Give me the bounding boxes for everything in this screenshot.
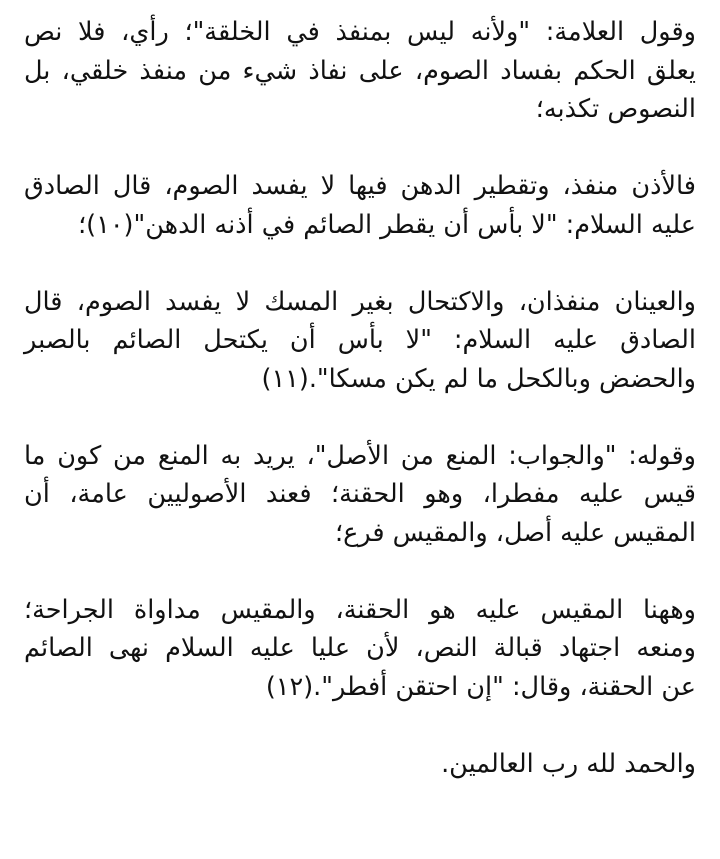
text-line: عليه السلام: "لا بأس أن يقطر الصائم في أذنه الدهن"(١٠)؛ bbox=[78, 209, 696, 240]
text-line: الصادق عليه السلام: "لا بأس أن يكتحل الصائم بالصبر bbox=[24, 325, 696, 355]
text-line: وههنا المقيس عليه هو الحقنة، والمقيس مداواة الجراحة؛ bbox=[24, 594, 696, 625]
text-line: فالأذن منفذ، وتقطير الدهن فيها لا يفسد الصوم، قال الصادق bbox=[24, 171, 696, 201]
paragraph-enema bbox=[24, 591, 696, 707]
text-line: عن الحقنة، وقال: "إن احتقن أفطر".(١٢) bbox=[265, 671, 696, 702]
text-line: ومنعه اجتهاد قبالة النص، لأن عليا عليه السلام نهى الصائم bbox=[24, 633, 696, 663]
text-line: والحضض وبالكحل ما لم يكن مسكا".(١١) bbox=[261, 363, 696, 394]
text-line: والعينان منفذان، والاكتحال بغير المسك لا يفسد الصوم، قال bbox=[24, 286, 696, 317]
paragraph-closing bbox=[24, 745, 696, 784]
paragraph-ear bbox=[24, 167, 696, 244]
text-line: وقول العلامة: "ولأنه ليس بمنفذ في الخلقة"؛ رأي، فلا نص bbox=[24, 17, 696, 47]
text-line: وقوله: "والجواب: المنع من الأصل"، يريد به المنع من كون ما bbox=[24, 440, 696, 471]
closing-line: والحمد لله رب العالمين. bbox=[441, 748, 696, 779]
text-line: يعلق الحكم بفساد الصوم، على نفاذ شيء من منفذ خلقي، بل bbox=[24, 55, 696, 86]
text-line: النصوص تكذبه؛ bbox=[535, 94, 696, 124]
paragraph-answer bbox=[24, 437, 696, 553]
paragraph-eyes bbox=[24, 283, 696, 399]
text-line: قيس عليه مفطرا، وهو الحقنة؛ فعند الأصوليين عامة، أن bbox=[24, 479, 696, 509]
text-line: المقيس عليه أصل، والمقيس فرع؛ bbox=[334, 517, 696, 548]
paragraph-nostril-claim bbox=[24, 13, 696, 129]
